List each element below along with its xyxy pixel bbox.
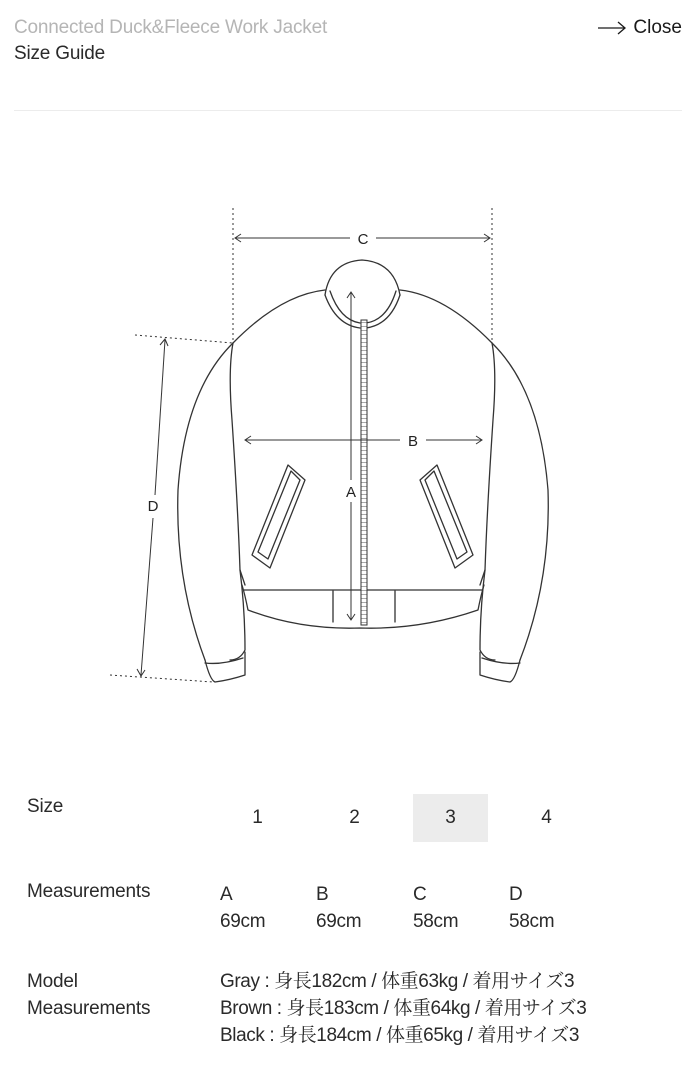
measurement-value: 69cm <box>316 911 362 932</box>
zipper <box>361 320 367 625</box>
size-option-1[interactable]: 1 <box>252 807 263 828</box>
size-option-3[interactable]: 3 <box>413 794 488 842</box>
model-measurements-label <box>27 968 150 1022</box>
right-sleeve <box>492 343 548 660</box>
model-label-line: Model <box>27 971 78 992</box>
measurement-d <box>509 881 554 935</box>
dim-label-b: B <box>407 433 419 450</box>
size-label: Size <box>27 796 64 817</box>
measurement-value: 58cm <box>413 911 459 932</box>
left-pocket <box>252 465 305 568</box>
left-sleeve <box>178 343 233 660</box>
jacket-diagram-svg <box>0 190 696 710</box>
right-pocket <box>420 465 473 568</box>
measurement-b <box>316 881 361 935</box>
measurement-key: A <box>220 884 233 905</box>
measurement-value: 69cm <box>220 911 266 932</box>
size-option-4[interactable]: 4 <box>541 807 552 828</box>
page-title: Size Guide <box>14 43 105 64</box>
dim-label-a: A <box>345 484 357 501</box>
measurement-key: D <box>509 884 523 905</box>
measurement-c <box>413 881 458 935</box>
model-label-line: Measurements <box>27 998 151 1019</box>
dim-label-c: C <box>357 231 369 248</box>
measurement-value: 58cm <box>509 911 555 932</box>
jacket-measurement-diagram <box>0 190 696 710</box>
measurement-key: C <box>413 884 427 905</box>
model-line-brown: Brown : 身長183cm / 体重64kg / 着用サイズ3 <box>220 998 587 1019</box>
close-button[interactable] <box>597 17 682 39</box>
measurement-a <box>220 881 265 935</box>
close-label: Close <box>633 17 682 38</box>
product-name: Connected Duck&Fleece Work Jacket <box>14 17 328 38</box>
size-option-2[interactable]: 2 <box>349 807 360 828</box>
jacket-body <box>230 343 245 585</box>
dim-label-d: D <box>147 498 159 515</box>
model-measurements-list <box>220 968 586 1049</box>
arrow-right-icon <box>597 21 627 35</box>
header-divider <box>14 110 682 111</box>
model-line-black: Black : 身長184cm / 体重65kg / 着用サイズ3 <box>220 1025 580 1046</box>
size-selector <box>0 794 696 842</box>
jacket-collar <box>325 260 400 295</box>
measurements-label: Measurements <box>27 881 151 902</box>
model-line-gray: Gray : 身長182cm / 体重63kg / 着用サイズ3 <box>220 971 575 992</box>
measurement-key: B <box>316 884 329 905</box>
